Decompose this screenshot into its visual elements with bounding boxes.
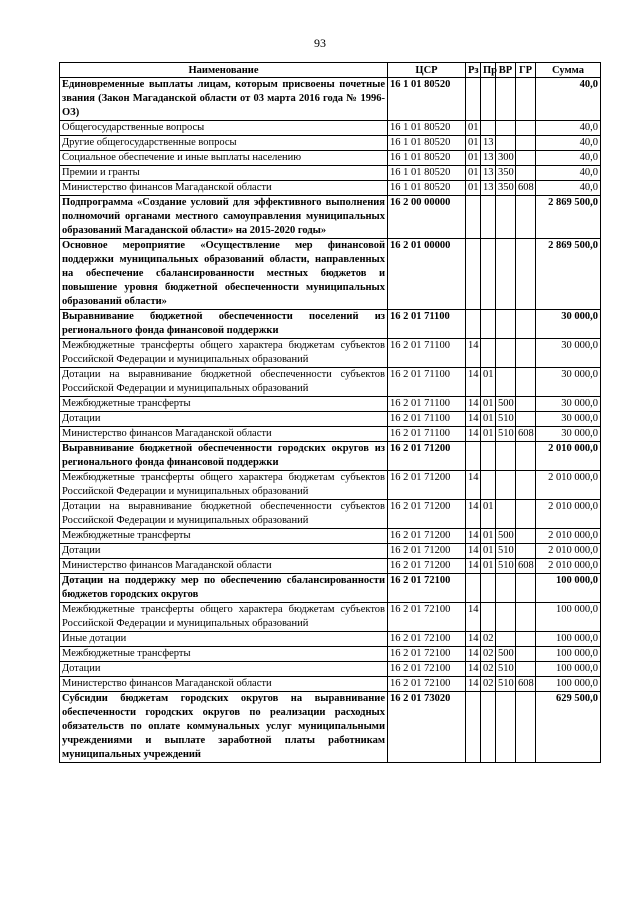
- row-rz-cell: 14: [466, 368, 481, 397]
- row-sum-cell: 30 000,0: [536, 310, 601, 339]
- row-pr-cell: 02: [481, 662, 496, 677]
- table-row: [60, 647, 601, 662]
- row-csr-cell: 16 1 01 80520: [388, 121, 466, 136]
- row-name-cell: Иные дотации: [60, 632, 388, 647]
- row-name-cell: Министерство финансов Магаданской области: [60, 559, 388, 574]
- table-row: [60, 574, 601, 603]
- row-vr-cell: [496, 196, 516, 239]
- table-row: [60, 662, 601, 677]
- row-sum-cell: 30 000,0: [536, 397, 601, 412]
- row-pr-cell: [481, 339, 496, 368]
- row-vr-cell: [496, 632, 516, 647]
- row-pr-cell: 02: [481, 677, 496, 692]
- row-rz-cell: 14: [466, 427, 481, 442]
- row-vr-cell: [496, 692, 516, 763]
- row-vr-cell: 350: [496, 181, 516, 196]
- row-vr-cell: 510: [496, 662, 516, 677]
- row-gr-cell: [516, 196, 536, 239]
- row-sum-cell: 100 000,0: [536, 603, 601, 632]
- row-sum-cell: 100 000,0: [536, 632, 601, 647]
- row-gr-cell: [516, 544, 536, 559]
- row-gr-cell: [516, 662, 536, 677]
- row-rz-cell: [466, 196, 481, 239]
- row-rz-cell: 14: [466, 559, 481, 574]
- row-sum-cell: 40,0: [536, 166, 601, 181]
- row-rz-cell: 14: [466, 500, 481, 529]
- row-gr-cell: 608: [516, 181, 536, 196]
- row-gr-cell: [516, 368, 536, 397]
- row-gr-cell: [516, 471, 536, 500]
- row-pr-cell: 13: [481, 181, 496, 196]
- table-row: [60, 471, 601, 500]
- row-vr-cell: [496, 310, 516, 339]
- row-name-cell: Межбюджетные трансферты общего характера бюджетам субъектов Российской Федерации и муниципальных образований: [60, 471, 388, 500]
- table-row: [60, 310, 601, 339]
- row-pr-cell: 13: [481, 136, 496, 151]
- row-gr-cell: [516, 397, 536, 412]
- row-name-cell: Межбюджетные трансферты общего характера бюджетам субъектов Российской Федерации и муниципальных образований: [60, 339, 388, 368]
- row-vr-cell: 510: [496, 544, 516, 559]
- row-vr-cell: 300: [496, 151, 516, 166]
- row-sum-cell: 2 010 000,0: [536, 529, 601, 544]
- row-name-cell: Министерство финансов Магаданской области: [60, 427, 388, 442]
- table-row: [60, 500, 601, 529]
- row-gr-cell: [516, 632, 536, 647]
- row-sum-cell: 2 869 500,0: [536, 239, 601, 310]
- row-csr-cell: 16 2 01 72100: [388, 647, 466, 662]
- row-pr-cell: 01: [481, 559, 496, 574]
- row-sum-cell: 30 000,0: [536, 339, 601, 368]
- row-csr-cell: 16 2 01 71200: [388, 529, 466, 544]
- row-name-cell: Межбюджетные трансферты общего характера бюджетам субъектов Российской Федерации и муниципальных образований: [60, 603, 388, 632]
- row-csr-cell: 16 2 01 71100: [388, 368, 466, 397]
- row-pr-cell: 01: [481, 412, 496, 427]
- row-rz-cell: 14: [466, 397, 481, 412]
- row-sum-cell: 40,0: [536, 151, 601, 166]
- row-csr-cell: 16 2 01 72100: [388, 662, 466, 677]
- row-vr-cell: [496, 603, 516, 632]
- row-name-cell: Дотации на выравнивание бюджетной обеспеченности субъектов Российской Федерации и муниципальных образований: [60, 368, 388, 397]
- row-vr-cell: [496, 368, 516, 397]
- table-row: [60, 339, 601, 368]
- row-name-cell: Единовременные выплаты лицам, которым присвоены почетные звания (Закон Магаданской области от 03 марта 2016 года № 1996-ОЗ): [60, 78, 388, 121]
- row-pr-cell: 01: [481, 500, 496, 529]
- row-name-cell: Министерство финансов Магаданской области: [60, 677, 388, 692]
- row-name-cell: Выравнивание бюджетной обеспеченности поселений из регионального фонда финансовой поддержки: [60, 310, 388, 339]
- row-pr-cell: 01: [481, 397, 496, 412]
- row-name-cell: Другие общегосударственные вопросы: [60, 136, 388, 151]
- row-gr-cell: [516, 647, 536, 662]
- row-sum-cell: 100 000,0: [536, 662, 601, 677]
- row-gr-cell: [516, 529, 536, 544]
- row-rz-cell: 14: [466, 603, 481, 632]
- row-vr-cell: [496, 78, 516, 121]
- table-row: [60, 442, 601, 471]
- row-sum-cell: 100 000,0: [536, 647, 601, 662]
- row-pr-cell: [481, 78, 496, 121]
- table-row: [60, 239, 601, 310]
- row-vr-cell: 510: [496, 559, 516, 574]
- row-pr-cell: [481, 692, 496, 763]
- row-sum-cell: 2 869 500,0: [536, 196, 601, 239]
- row-name-cell: Дотации на выравнивание бюджетной обеспеченности субъектов Российской Федерации и муниципальных образований: [60, 500, 388, 529]
- row-csr-cell: 16 2 01 71200: [388, 544, 466, 559]
- row-gr-cell: [516, 442, 536, 471]
- row-sum-cell: 30 000,0: [536, 427, 601, 442]
- row-rz-cell: 14: [466, 412, 481, 427]
- row-pr-cell: 01: [481, 529, 496, 544]
- row-gr-cell: [516, 603, 536, 632]
- row-pr-cell: [481, 310, 496, 339]
- row-name-cell: Социальное обеспечение и иные выплаты населению: [60, 151, 388, 166]
- row-csr-cell: 16 2 01 71100: [388, 397, 466, 412]
- table-row: [60, 544, 601, 559]
- row-name-cell: Дотации: [60, 544, 388, 559]
- row-sum-cell: 30 000,0: [536, 412, 601, 427]
- table-row: [60, 412, 601, 427]
- row-rz-cell: 01: [466, 166, 481, 181]
- row-pr-cell: 02: [481, 647, 496, 662]
- row-rz-cell: 14: [466, 632, 481, 647]
- row-gr-cell: [516, 239, 536, 310]
- row-gr-cell: [516, 500, 536, 529]
- table-row: [60, 368, 601, 397]
- table-row: [60, 78, 601, 121]
- row-csr-cell: 16 2 01 71200: [388, 442, 466, 471]
- row-name-cell: Министерство финансов Магаданской области: [60, 181, 388, 196]
- table-row: [60, 181, 601, 196]
- row-csr-cell: 16 2 01 71100: [388, 310, 466, 339]
- row-rz-cell: 01: [466, 181, 481, 196]
- row-sum-cell: 2 010 000,0: [536, 544, 601, 559]
- page-number: 93: [314, 36, 326, 50]
- row-csr-cell: 16 1 01 80520: [388, 181, 466, 196]
- row-pr-cell: 13: [481, 151, 496, 166]
- row-name-cell: Основное мероприятие «Осуществление мер финансовой поддержки муниципальных образований области, направленных на обеспечение сбалансированности местных бюджетов и повышение уровня бюджетной обеспеченности муниципальных образований области»: [60, 239, 388, 310]
- row-rz-cell: 14: [466, 471, 481, 500]
- budget-table: [59, 62, 601, 763]
- row-rz-cell: 14: [466, 529, 481, 544]
- row-csr-cell: 16 2 01 71200: [388, 559, 466, 574]
- table-row: [60, 151, 601, 166]
- row-vr-cell: [496, 136, 516, 151]
- row-gr-cell: [516, 574, 536, 603]
- row-csr-cell: 16 2 01 72100: [388, 632, 466, 647]
- row-vr-cell: 510: [496, 427, 516, 442]
- row-sum-cell: 100 000,0: [536, 574, 601, 603]
- row-name-cell: Общегосударственные вопросы: [60, 121, 388, 136]
- row-sum-cell: 2 010 000,0: [536, 500, 601, 529]
- row-sum-cell: 2 010 000,0: [536, 471, 601, 500]
- header-sum: Сумма: [536, 63, 601, 78]
- row-vr-cell: 500: [496, 647, 516, 662]
- row-name-cell: Подпрограмма «Создание условий для эффективного выполнения полномочий органами местного самоуправления муниципальных образований Магаданской области» на 2015-2020 годы»: [60, 196, 388, 239]
- row-vr-cell: [496, 121, 516, 136]
- row-name-cell: Премии и гранты: [60, 166, 388, 181]
- row-csr-cell: 16 2 00 00000: [388, 196, 466, 239]
- row-csr-cell: 16 1 01 80520: [388, 166, 466, 181]
- row-csr-cell: 16 2 01 73020: [388, 692, 466, 763]
- row-vr-cell: [496, 471, 516, 500]
- row-name-cell: Межбюджетные трансферты: [60, 397, 388, 412]
- row-vr-cell: [496, 574, 516, 603]
- row-pr-cell: [481, 603, 496, 632]
- row-gr-cell: 608: [516, 427, 536, 442]
- row-csr-cell: 16 2 01 71100: [388, 427, 466, 442]
- table-header-row: [60, 63, 601, 78]
- row-csr-cell: 16 2 01 71100: [388, 412, 466, 427]
- row-rz-cell: 01: [466, 151, 481, 166]
- table-row: [60, 166, 601, 181]
- row-csr-cell: 16 1 01 80520: [388, 136, 466, 151]
- row-vr-cell: 500: [496, 397, 516, 412]
- row-gr-cell: [516, 151, 536, 166]
- table-row: [60, 603, 601, 632]
- table-row: [60, 559, 601, 574]
- row-sum-cell: 2 010 000,0: [536, 442, 601, 471]
- row-gr-cell: [516, 166, 536, 181]
- row-gr-cell: [516, 692, 536, 763]
- row-pr-cell: [481, 574, 496, 603]
- row-pr-cell: [481, 196, 496, 239]
- row-rz-cell: 14: [466, 339, 481, 368]
- header-pr: Пр: [481, 63, 496, 78]
- row-gr-cell: [516, 310, 536, 339]
- table-row: [60, 136, 601, 151]
- row-pr-cell: 01: [481, 544, 496, 559]
- row-sum-cell: 40,0: [536, 78, 601, 121]
- row-name-cell: Выравнивание бюджетной обеспеченности городских округов из регионального фонда финансовой поддержки: [60, 442, 388, 471]
- row-gr-cell: [516, 121, 536, 136]
- row-csr-cell: 16 2 01 00000: [388, 239, 466, 310]
- row-vr-cell: [496, 339, 516, 368]
- row-gr-cell: [516, 339, 536, 368]
- row-csr-cell: 16 2 01 72100: [388, 574, 466, 603]
- row-name-cell: Дотации на поддержку мер по обеспечению сбалансированности бюджетов городских округов: [60, 574, 388, 603]
- row-sum-cell: 40,0: [536, 181, 601, 196]
- header-gr: ГР: [516, 63, 536, 78]
- row-vr-cell: [496, 442, 516, 471]
- row-sum-cell: 40,0: [536, 136, 601, 151]
- header-vr: ВР: [496, 63, 516, 78]
- table-row: [60, 121, 601, 136]
- table-row: [60, 677, 601, 692]
- row-csr-cell: 16 2 01 71100: [388, 339, 466, 368]
- table-row: [60, 196, 601, 239]
- row-rz-cell: 01: [466, 136, 481, 151]
- row-rz-cell: [466, 442, 481, 471]
- row-name-cell: Дотации: [60, 662, 388, 677]
- row-pr-cell: 02: [481, 632, 496, 647]
- row-vr-cell: 350: [496, 166, 516, 181]
- row-rz-cell: [466, 78, 481, 121]
- row-name-cell: Дотации: [60, 412, 388, 427]
- table-row: [60, 692, 601, 763]
- row-rz-cell: [466, 692, 481, 763]
- row-vr-cell: [496, 239, 516, 310]
- row-pr-cell: [481, 442, 496, 471]
- row-pr-cell: 01: [481, 368, 496, 397]
- row-rz-cell: 14: [466, 647, 481, 662]
- row-name-cell: Межбюджетные трансферты: [60, 529, 388, 544]
- row-csr-cell: 16 2 01 72100: [388, 677, 466, 692]
- row-gr-cell: 608: [516, 677, 536, 692]
- row-vr-cell: 500: [496, 529, 516, 544]
- row-gr-cell: 608: [516, 559, 536, 574]
- row-pr-cell: [481, 239, 496, 310]
- row-rz-cell: 01: [466, 121, 481, 136]
- row-csr-cell: 16 1 01 80520: [388, 78, 466, 121]
- row-pr-cell: [481, 121, 496, 136]
- table-row: [60, 397, 601, 412]
- header-rz: Рз: [466, 63, 481, 78]
- row-csr-cell: 16 1 01 80520: [388, 151, 466, 166]
- row-gr-cell: [516, 78, 536, 121]
- row-sum-cell: 40,0: [536, 121, 601, 136]
- row-gr-cell: [516, 136, 536, 151]
- table-row: [60, 529, 601, 544]
- row-pr-cell: 01: [481, 427, 496, 442]
- row-rz-cell: [466, 310, 481, 339]
- row-rz-cell: 14: [466, 662, 481, 677]
- row-name-cell: Субсидии бюджетам городских округов на выравнивание обеспеченности городских округов по реализации расходных обязательств по оплате коммунальных услуг муниципальными учреждениями и выплате заработной платы работникам муниципальных учреждений: [60, 692, 388, 763]
- table-body: [60, 78, 601, 763]
- row-csr-cell: 16 2 01 72100: [388, 603, 466, 632]
- row-pr-cell: [481, 471, 496, 500]
- row-sum-cell: 2 010 000,0: [536, 559, 601, 574]
- row-vr-cell: 510: [496, 677, 516, 692]
- row-rz-cell: [466, 574, 481, 603]
- header-name: Наименование: [60, 63, 388, 78]
- row-name-cell: Межбюджетные трансферты: [60, 647, 388, 662]
- row-rz-cell: [466, 239, 481, 310]
- row-sum-cell: 100 000,0: [536, 677, 601, 692]
- row-rz-cell: 14: [466, 677, 481, 692]
- row-vr-cell: [496, 500, 516, 529]
- row-gr-cell: [516, 412, 536, 427]
- row-vr-cell: 510: [496, 412, 516, 427]
- row-sum-cell: 629 500,0: [536, 692, 601, 763]
- row-rz-cell: 14: [466, 544, 481, 559]
- row-pr-cell: 13: [481, 166, 496, 181]
- row-csr-cell: 16 2 01 71200: [388, 500, 466, 529]
- table-row: [60, 632, 601, 647]
- row-sum-cell: 30 000,0: [536, 368, 601, 397]
- header-csr: ЦСР: [388, 63, 466, 78]
- row-csr-cell: 16 2 01 71200: [388, 471, 466, 500]
- table-row: [60, 427, 601, 442]
